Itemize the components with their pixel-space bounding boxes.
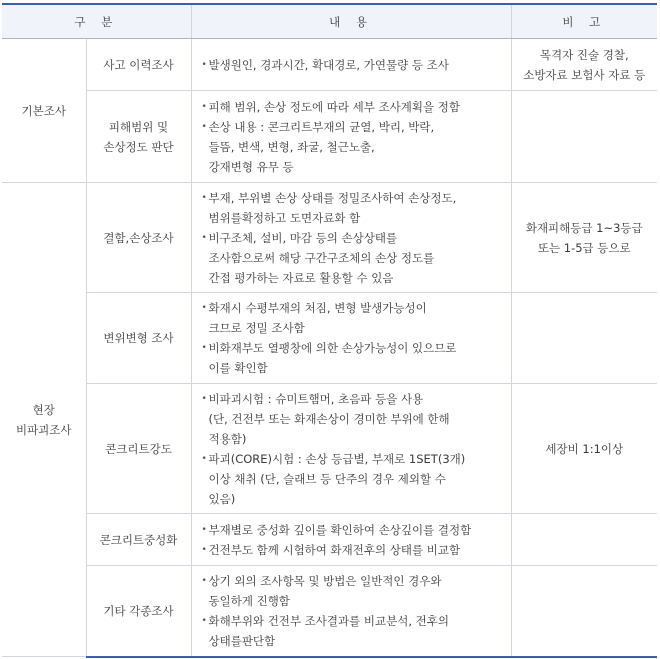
content-cell — [191, 293, 511, 384]
note-line: 소방자료 보험사 자료 등 — [523, 67, 646, 82]
header-category: 구 분 — [2, 4, 191, 39]
subcategory-label: 손상정도 판단 — [103, 139, 174, 154]
content-line: 크므로 정밀 조사함 — [208, 321, 305, 335]
subcategory-label: 피해범위 및 — [108, 119, 169, 134]
header-row — [2, 4, 657, 39]
content-item — [202, 117, 507, 177]
content-item — [202, 571, 507, 611]
content-item — [202, 55, 507, 75]
note-cell — [511, 514, 657, 566]
content-line: 이상 채취 (단, 슬래브 등 단주의 경우 제외할 수 — [208, 471, 446, 486]
content-line: • 비파괴시험 : 슈미트햄머, 초음파 등을 사용 — [208, 391, 424, 406]
content-item — [202, 520, 507, 540]
category-cell — [2, 183, 86, 657]
table-row — [2, 384, 657, 514]
subcategory-label: 콘크리트중성화 — [99, 532, 178, 547]
note-line: 또는 1-5급 등으로 — [537, 240, 631, 255]
note-line: 화재피해등급 1~3등급 — [525, 220, 643, 235]
content-line: • 비구조체, 설비, 마감 등의 손상상태를 — [208, 230, 398, 245]
content-line: • 비화재부도 열팽창에 의한 손상가능성이 있으므로 — [208, 341, 457, 355]
table-row — [2, 183, 657, 293]
subcategory-cell — [86, 566, 191, 657]
subcategory-label: 콘크리트강도 — [105, 441, 172, 456]
content-line: • 건전부도 함께 시험하여 화재전후의 상태를 비교함 — [208, 542, 461, 557]
content-line: 조사함으로써 해당 구간구조체의 손상 정도를 — [208, 250, 435, 265]
note-line: 세장비 1:1이상 — [545, 441, 624, 456]
note-cell — [511, 384, 657, 514]
content-line: • 파괴(CORE)시험 : 손상 등급별, 부재로 1SET(3개) — [208, 451, 466, 466]
content-line: 들뜸, 변색, 변형, 좌굴, 철근노출, — [208, 139, 375, 154]
content-line: 있음) — [208, 491, 236, 506]
content-line: 상태를판단함 — [208, 633, 276, 648]
note-line: 목격자 진술 경찰, — [539, 47, 629, 62]
subcategory-cell — [86, 183, 191, 293]
note-cell — [511, 91, 657, 183]
subcategory-cell — [86, 514, 191, 566]
content-line: 이를 확인함 — [208, 361, 268, 375]
note-cell — [511, 293, 657, 384]
content-line: 범위를확정하고 도면자료화 함 — [208, 210, 361, 225]
subcategory-label: 변위변형 조사 — [103, 331, 174, 345]
content-line: 적용함) — [208, 431, 247, 446]
table-row — [2, 566, 657, 657]
content-item — [202, 611, 507, 651]
content-cell — [191, 183, 511, 293]
content-line: 강재변형 유무 등 — [208, 159, 294, 174]
content-item — [202, 188, 507, 228]
subcategory-label: 기타 각종조사 — [103, 603, 174, 618]
content-cell — [191, 39, 511, 91]
content-line: • 손상 내용 : 콘크리트부재의 균열, 박리, 박락, — [208, 119, 435, 134]
note-cell — [511, 183, 657, 293]
content-item — [202, 540, 507, 560]
table-row — [2, 91, 657, 183]
content-item — [202, 389, 507, 449]
header-note: 비 고 — [511, 4, 657, 39]
subcategory-label: 사고 이력조사 — [103, 57, 174, 72]
subcategory-label: 결함,손상조사 — [103, 230, 174, 245]
content-cell — [191, 514, 511, 566]
content-line: • 상기 외의 조사항목 및 방법은 일반적인 경우와 — [208, 573, 442, 588]
content-line: • 화해부위와 건전부 조사결과를 비교분석, 전후의 — [208, 613, 449, 628]
subcategory-cell — [86, 293, 191, 384]
note-cell — [511, 566, 657, 657]
category-cell — [2, 39, 86, 183]
survey-table — [2, 3, 657, 658]
subcategory-cell — [86, 91, 191, 183]
note-cell — [511, 39, 657, 91]
content-line: (단, 건전부 또는 화재손상이 경미한 부위에 한해 — [208, 411, 450, 426]
content-item — [202, 449, 507, 509]
content-line: • 부재별로 중성화 깊이를 확인하여 손상깊이를 결정함 — [208, 522, 472, 537]
content-line: • 발생원인, 경과시간, 확대경로, 가연물량 등 조사 — [208, 57, 449, 72]
category-label: 비파괴조사 — [15, 422, 72, 437]
content-item — [202, 298, 507, 338]
content-line: • 화재시 수평부재의 처짐, 변형 발생가능성이 — [208, 301, 427, 315]
content-line: 간접 평가하는 자료로 활용할 수 있음 — [208, 270, 394, 285]
content-item — [202, 338, 507, 378]
subcategory-cell — [86, 384, 191, 514]
content-cell — [191, 384, 511, 514]
table-row — [2, 39, 657, 91]
header-content: 내 용 — [191, 4, 511, 39]
content-cell — [191, 91, 511, 183]
content-line: • 피해 범위, 손상 정도에 따라 세부 조사계획을 정함 — [208, 99, 460, 114]
content-cell — [191, 566, 511, 657]
content-line: 동일하게 진행함 — [208, 593, 290, 608]
content-item — [202, 97, 507, 117]
category-label: 기본조사 — [21, 103, 66, 118]
table-row — [2, 293, 657, 384]
content-line: • 부재, 부위별 손상 상태를 정밀조사하여 손상정도, — [208, 190, 457, 205]
content-item — [202, 228, 507, 288]
table-row — [2, 514, 657, 566]
subcategory-cell — [86, 39, 191, 91]
category-label: 현장 — [32, 402, 55, 417]
